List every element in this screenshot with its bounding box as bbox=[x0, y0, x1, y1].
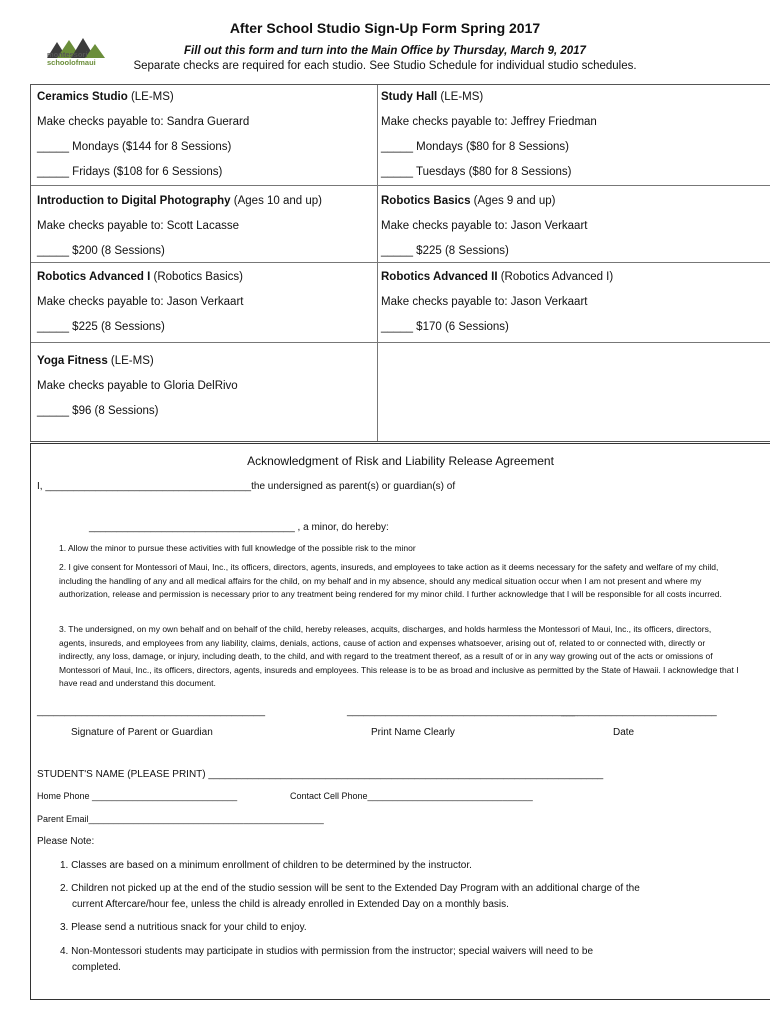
studio-option[interactable]: _____ Mondays ($80 for 8 Sessions) bbox=[381, 141, 569, 153]
studio-payable: Make checks payable to Gloria DelRivo bbox=[37, 380, 238, 392]
form-note: Separate checks are required for each studio. See Studio Schedule for individual studio schedules. bbox=[133, 60, 637, 72]
agreement-item: 1. Allow the minor to pursue these activities with full knowledge of the possible risk to the minor bbox=[59, 543, 416, 553]
studio-payable: Make checks payable to: Jason Verkaart bbox=[381, 220, 588, 232]
guardian-name-line[interactable]: I, _____________________________________the undersigned as parent(s) or guardian(s) of bbox=[37, 481, 456, 492]
studio-payable: Make checks payable to: Sandra Guerard bbox=[37, 116, 250, 128]
note-item: 2. Children not picked up at the end of the studio session will be sent to the Extended Day Program with an additional charge of the bbox=[60, 883, 640, 894]
studio-payable: Make checks payable to: Jeffrey Friedman bbox=[381, 116, 597, 128]
parent-email-field[interactable]: Parent Email_______________________________________________ bbox=[37, 814, 324, 824]
signature-label: Signature of Parent or Guardian bbox=[71, 727, 213, 738]
note-item: 4. Non-Montessori students may participate in studios with permission from the instructor; special waivers will need to be bbox=[60, 946, 594, 957]
studio-option[interactable]: _____ $225 (8 Sessions) bbox=[381, 245, 509, 257]
print-name-label: Print Name Clearly bbox=[371, 727, 455, 738]
studio-robotics-adv1-title: Robotics Advanced I (Robotics Basics) bbox=[37, 271, 243, 283]
home-phone-field[interactable]: Home Phone _____________________________ bbox=[37, 791, 238, 801]
studio-robotics-basics-title: Robotics Basics (Ages 9 and up) bbox=[381, 195, 556, 207]
grid-divider bbox=[377, 85, 378, 441]
studio-photography-title: Introduction to Digital Photography (Ages 10 and up) bbox=[37, 195, 322, 207]
studio-option[interactable]: _____ $96 (8 Sessions) bbox=[37, 405, 159, 417]
studio-option[interactable]: _____ Fridays ($108 for 6 Sessions) bbox=[37, 166, 223, 178]
studio-robotics-adv2-title: Robotics Advanced II (Robotics Advanced I) bbox=[381, 271, 614, 283]
form-subtitle: Fill out this form and turn into the Main Office by Thursday, March 9, 2017 bbox=[184, 45, 586, 57]
grid-divider bbox=[31, 185, 770, 186]
grid-divider bbox=[31, 342, 770, 343]
agreement-item: 3. The undersigned, on my own behalf and on behalf of the child, hereby releases, acquits, discharges, and holds harmless the Montessori of Maui, Inc., its officers, directors, agents, insureds, and employees from any liability, claims, denials, actions, cause of action and expenses whatsoever, arising out of, related to or connected with, directly or indirectly, any loss, damage, or injury, including death, to the child, and with regard to the treatment thereof, as a result of or in any way growing out of the acts or omissions of Montessori of Maui, Inc., its officers, directors, agents, insureds and employees. This release is to be as broad and inclusive as permitted by the State of Hawaii. I acknowledge that I have read and understand this document. bbox=[59, 624, 739, 688]
note-item: current Aftercare/hour fee, unless the child is already enrolled in Extended Day on a monthly basis. bbox=[72, 899, 509, 910]
studio-option[interactable]: _____ Mondays ($144 for 8 Sessions) bbox=[37, 141, 232, 153]
logo-text: montessori schoolofmaui bbox=[47, 50, 96, 67]
note-item: 3. Please send a nutritious snack for your child to enjoy. bbox=[60, 922, 307, 933]
signature-line[interactable]: _________________________________________ bbox=[37, 706, 266, 717]
studio-study-hall-title: Study Hall (LE-MS) bbox=[381, 91, 484, 103]
agreement-item: 2. I give consent for Montessori of Maui, Inc., its officers, directors, agents, insureds, and employees to take action as it deems necessary for the safety and welfare of my child, including the handling of any and all medical affairs for the child, on my behalf and in my absence, should any medical situation occur when I am not present and where my authorization, release and permission is necessary prior to any treatment being rendered for my minor child. I further acknowledge that I will be responsible for all costs incurred. bbox=[59, 562, 722, 599]
date-label: Date bbox=[613, 727, 635, 738]
studio-option[interactable]: _____ Tuesdays ($80 for 8 Sessions) bbox=[381, 166, 572, 178]
student-name-field[interactable]: STUDENT'S NAME (PLEASE PRINT) _______________________________________________________________________ bbox=[37, 769, 604, 780]
studio-yoga-title: Yoga Fitness (LE-MS) bbox=[37, 355, 154, 367]
minor-name-line[interactable]: _____________________________________ , a minor, do hereby: bbox=[89, 522, 389, 533]
release-agreement bbox=[30, 443, 770, 1000]
studio-payable: Make checks payable to: Jason Verkaart bbox=[381, 296, 588, 308]
grid-divider bbox=[31, 262, 770, 263]
note-item: completed. bbox=[72, 962, 121, 973]
studio-option[interactable]: _____ $225 (8 Sessions) bbox=[37, 321, 165, 333]
agreement-title: Acknowledgment of Risk and Liability Release Agreement bbox=[247, 454, 554, 468]
studio-payable: Make checks payable to: Jason Verkaart bbox=[37, 296, 244, 308]
date-line[interactable]: ____________________________ bbox=[561, 706, 717, 717]
note-item: 1. Classes are based on a minimum enrollment of children to be determined by the instructor. bbox=[60, 860, 472, 871]
cell-phone-field[interactable]: Contact Cell Phone_________________________________ bbox=[290, 791, 533, 801]
studio-payable: Make checks payable to: Scott Lacasse bbox=[37, 220, 239, 232]
studio-grid bbox=[30, 84, 770, 442]
print-name-line[interactable]: _________________________________________ bbox=[347, 706, 576, 717]
form-title: After School Studio Sign-Up Form Spring 2017 bbox=[229, 20, 541, 36]
studio-option[interactable]: _____ $170 (6 Sessions) bbox=[381, 321, 509, 333]
studio-ceramics-title: Ceramics Studio (LE-MS) bbox=[37, 91, 174, 103]
please-note-heading: Please Note: bbox=[37, 836, 95, 847]
studio-option[interactable]: _____ $200 (8 Sessions) bbox=[37, 245, 165, 257]
